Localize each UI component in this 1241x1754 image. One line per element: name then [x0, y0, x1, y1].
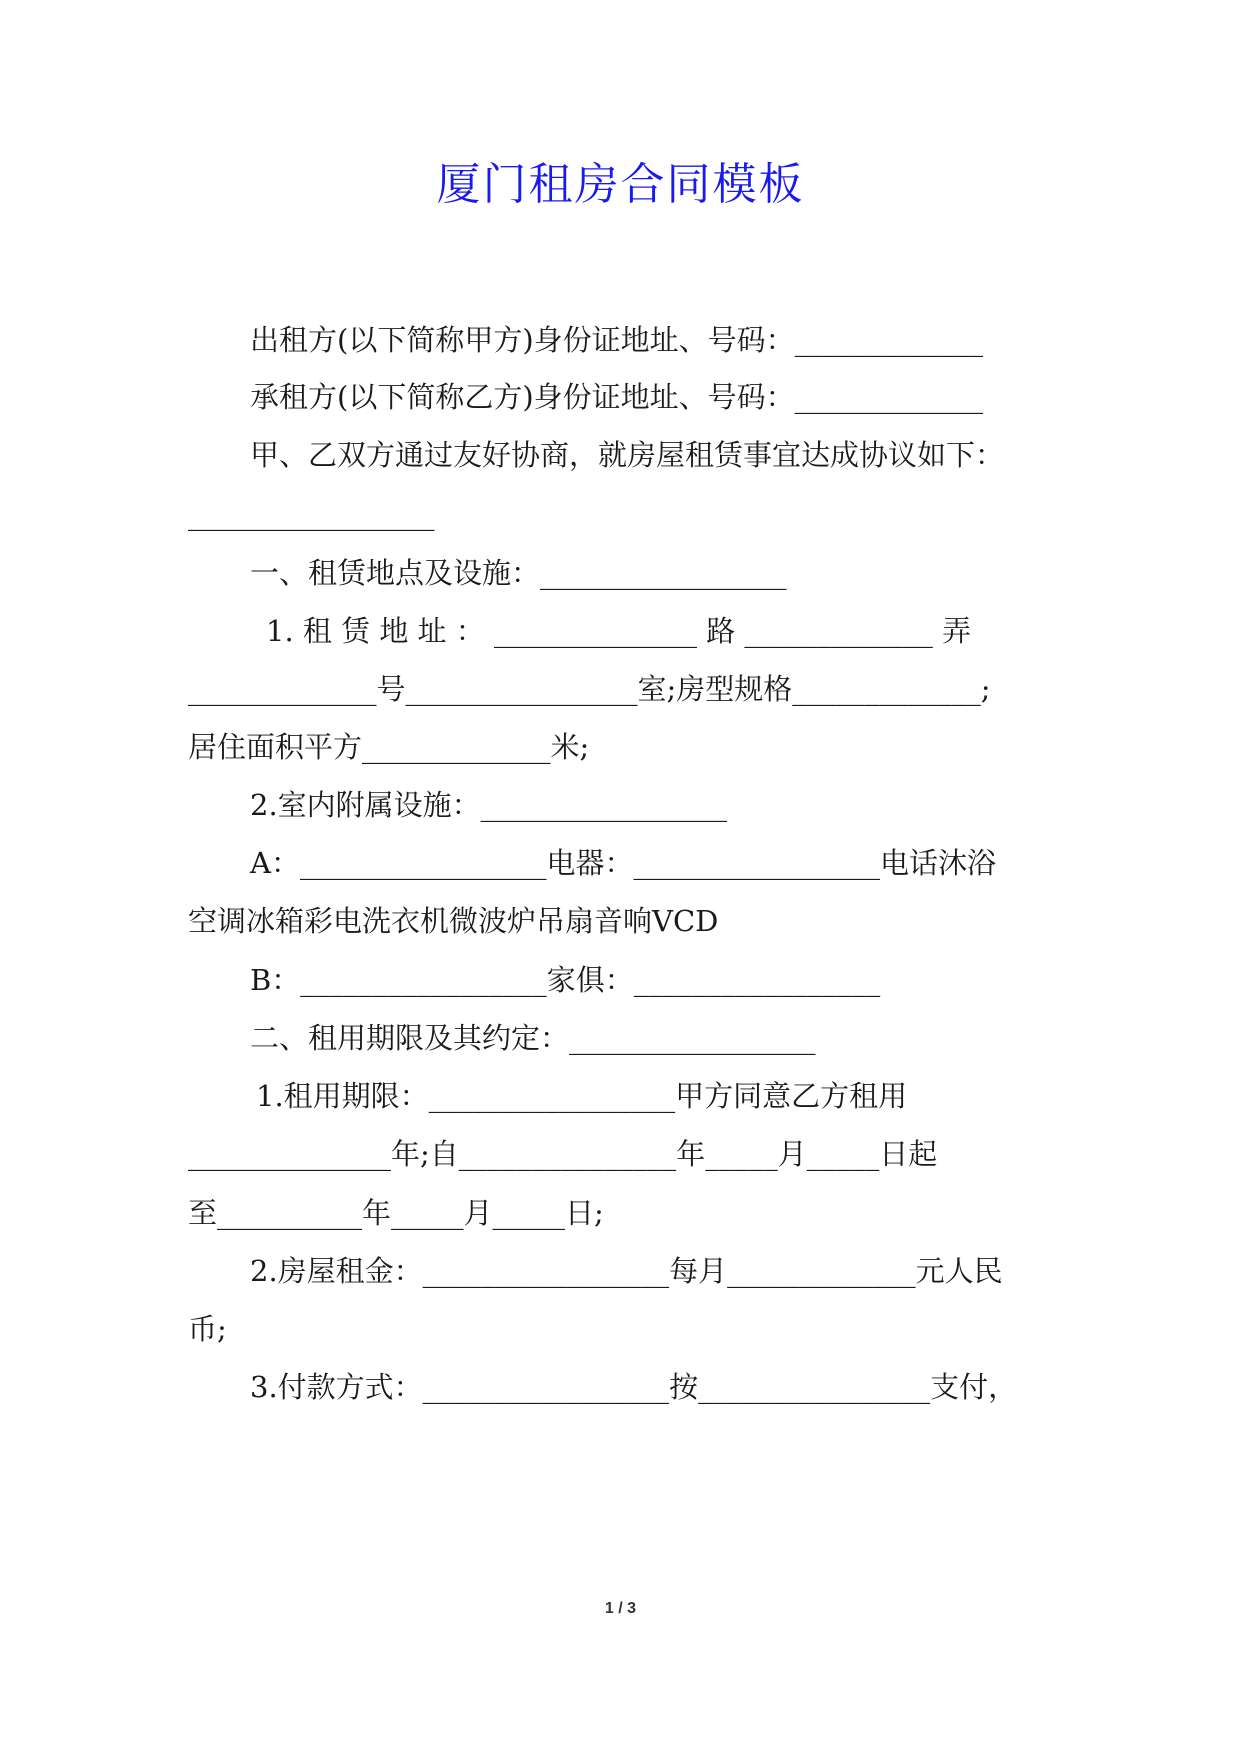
document-title: 厦门租房合同模板 [436, 159, 805, 210]
rent-currency-line: 币; [188, 1312, 227, 1346]
agreement-blank-line: _________________ [188, 497, 435, 531]
rental-address-line: 1. 租 赁 地 址 ： ______________ 路 _____________ 弄 [266, 614, 972, 648]
page-number: 1 / 3 [604, 1600, 637, 1617]
appliances-line: A：_________________电器：_________________电话沐浴 [250, 846, 996, 880]
rent-line: 2.房屋租金：_________________每月_____________元人民 [250, 1254, 1003, 1288]
section-one-heading: 一、租赁地点及设施：_________________ [250, 556, 787, 590]
furniture-line: B：_________________家俱：_________________ [250, 963, 881, 997]
lessor-id-line: 出租方(以下简称甲方)身份证地址、号码：_____________ [250, 323, 984, 357]
lease-start-line: ______________年;自_______________年_____月_____日起 [188, 1137, 938, 1171]
living-area-line: 居住面积平方_____________米; [188, 730, 590, 764]
appliance-list-line: 空调冰箱彩电洗衣机微波炉吊扇音响VCD [188, 904, 719, 938]
section-two-heading: 二、租用期限及其约定：_________________ [250, 1021, 816, 1055]
lessee-id-line: 承租方(以下简称乙方)身份证地址、号码：_____________ [250, 380, 984, 414]
agreement-intro-line: 甲、乙双方通过友好协商，就房屋租赁事宜达成协议如下： [250, 438, 1005, 472]
room-type-line: _____________号________________室;房型规格_____________; [188, 672, 991, 706]
lease-end-line: 至__________年_____月_____日; [188, 1196, 604, 1230]
payment-method-line: 3.付款方式：_________________按________________支付， [250, 1370, 1018, 1404]
lease-term-line: 1.租用期限：_________________甲方同意乙方租用 [256, 1079, 908, 1113]
indoor-facilities-line: 2.室内附属设施：_________________ [250, 788, 728, 822]
